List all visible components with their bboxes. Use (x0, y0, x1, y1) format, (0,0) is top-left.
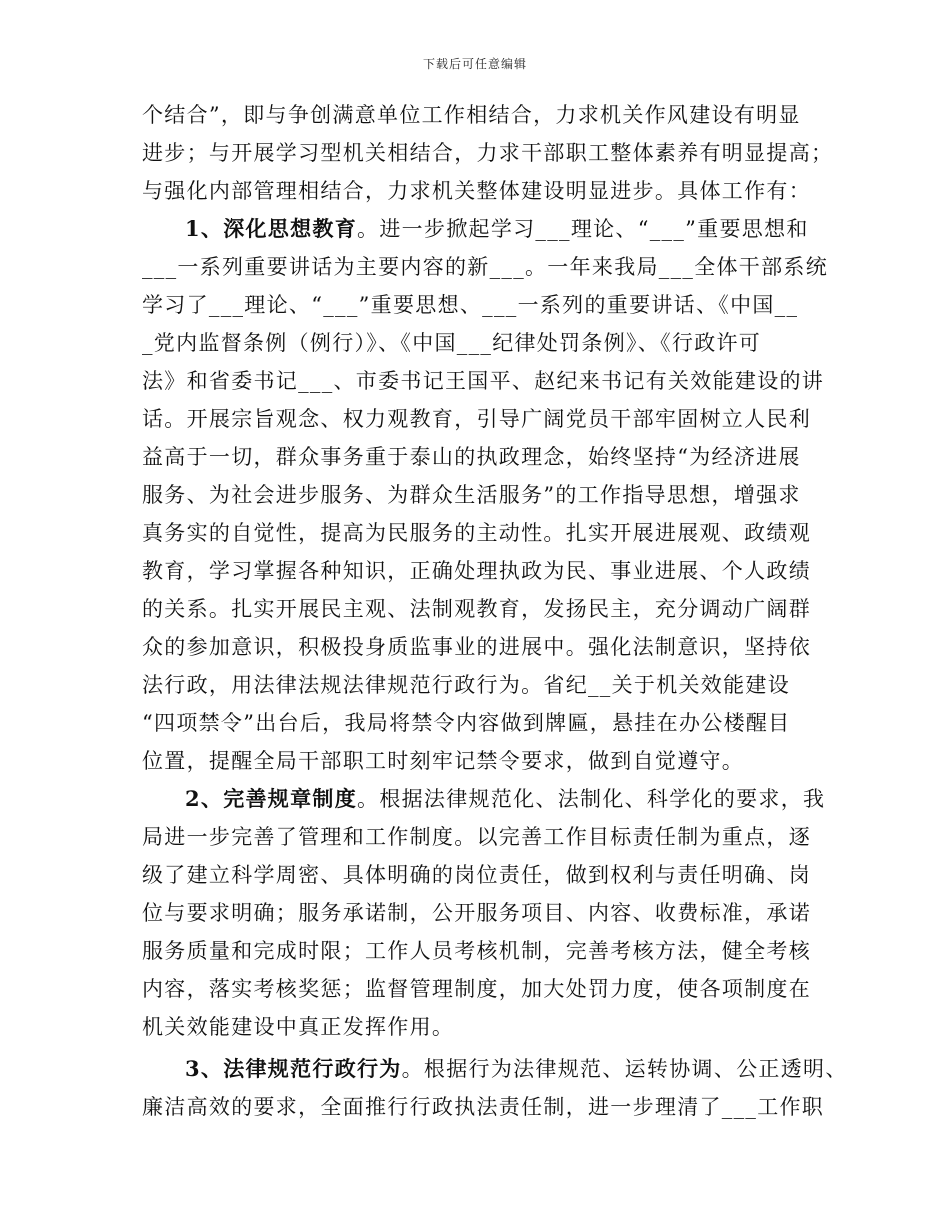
text-line: 与强化内部管理相结合，力求机关整体建设明显进步。具体工作有： (142, 179, 811, 203)
text-line: 真务实的自觉性，提高为民服务的主动性。扎实开展进展观、政绩观 (142, 521, 811, 545)
text-line: 个结合”，即与争创满意单位工作相结合，力求机关作风建设有明显 (142, 103, 801, 127)
section-heading: 2、完善规章制度 (185, 786, 358, 811)
section-heading: 1、深化思想教育 (185, 216, 358, 241)
text-line: 服务质量和完成时限；工作人员考核机制，完善考核方法，健全考核 (142, 939, 811, 963)
text-line: 进步；与开展学习型机关相结合，力求干部职工整体素养有明显提高； (142, 141, 834, 165)
text-line: 廉洁高效的要求，全面推行行政执法责任制，进一步理清了___工作职 (142, 1095, 825, 1119)
text-line: 益高于一切，群众事务重于泰山的执政理念，始终坚持“为经济进展 (142, 445, 801, 469)
text-line: 法》和省委书记___、市委书记王国平、赵纪来书记有关效能建设的讲 (142, 369, 825, 393)
section-heading: 3、法律规范行政行为 (185, 1056, 402, 1081)
text-line: ___一系列重要讲话为主要内容的新___。一年来我局___全体干部系统 (142, 255, 828, 279)
text-line: 教育，学习掌握各种知识，正确处理执政为民、事业进展、个人政绩 (142, 559, 811, 583)
text-line: 内容，落实考核奖惩；监督管理制度，加大处罚力度，使各项制度在 (142, 977, 811, 1001)
text-line: 的关系。扎实开展民主观、法制观教育，发扬民主，充分调动广阔群 (142, 597, 811, 621)
text-line: 法行政，用法律法规法律规范行政行为。省纪__关于机关效能建设 (142, 673, 790, 697)
text-line: “四项禁令”出台后，我局将禁令内容做到牌匾，悬挂在办公楼醒目 (142, 711, 791, 735)
section-heading-line: 2、完善规章制度。根据法律规范化、法制化、科学化的要求，我 (185, 786, 826, 811)
text-line: 位置，提醒全局干部职工时刻牢记禁令要求，做到自觉遵守。 (142, 749, 745, 773)
text-line: 局进一步完善了管理和工作制度。以完善工作目标责任制为重点，逐 (142, 825, 811, 849)
text-line: 级了建立科学周密、具体明确的岗位责任，做到权利与责任明确、岗 (142, 863, 811, 887)
text-line: 话。开展宗旨观念、权力观教育，引导广阔党员干部牢固树立人民利 (142, 407, 811, 431)
text-line: 众的参加意识，积极投身质监事业的进展中。强化法制意识，坚持依 (142, 635, 811, 659)
page-header: 下载后可任意编辑 (422, 57, 527, 71)
text-line: 位与要求明确；服务承诺制，公开服务项目、内容、收费标准，承诺 (142, 901, 811, 925)
text-line: 服务、为社会进步服务、为群众生活服务”的工作指导思想，增强求 (142, 483, 801, 507)
section-heading-line: 3、法律规范行政行为。根据行为法律规范、运转协调、公正透明、 (185, 1056, 848, 1081)
text-line: 学习了___理论、“___”重要思想、___一系列的重要讲话、《中国__ (142, 293, 799, 317)
text-line: 机关效能建设中真正发挥作用。 (142, 1015, 455, 1039)
section-heading-line: 1、深化思想教育。进一步掀起学习___理论、“___”重要思想和 (185, 216, 809, 241)
text-line: _党内监督条例（例行）》、《中国___纪律处罚条例》、《行政许可 (142, 331, 762, 355)
